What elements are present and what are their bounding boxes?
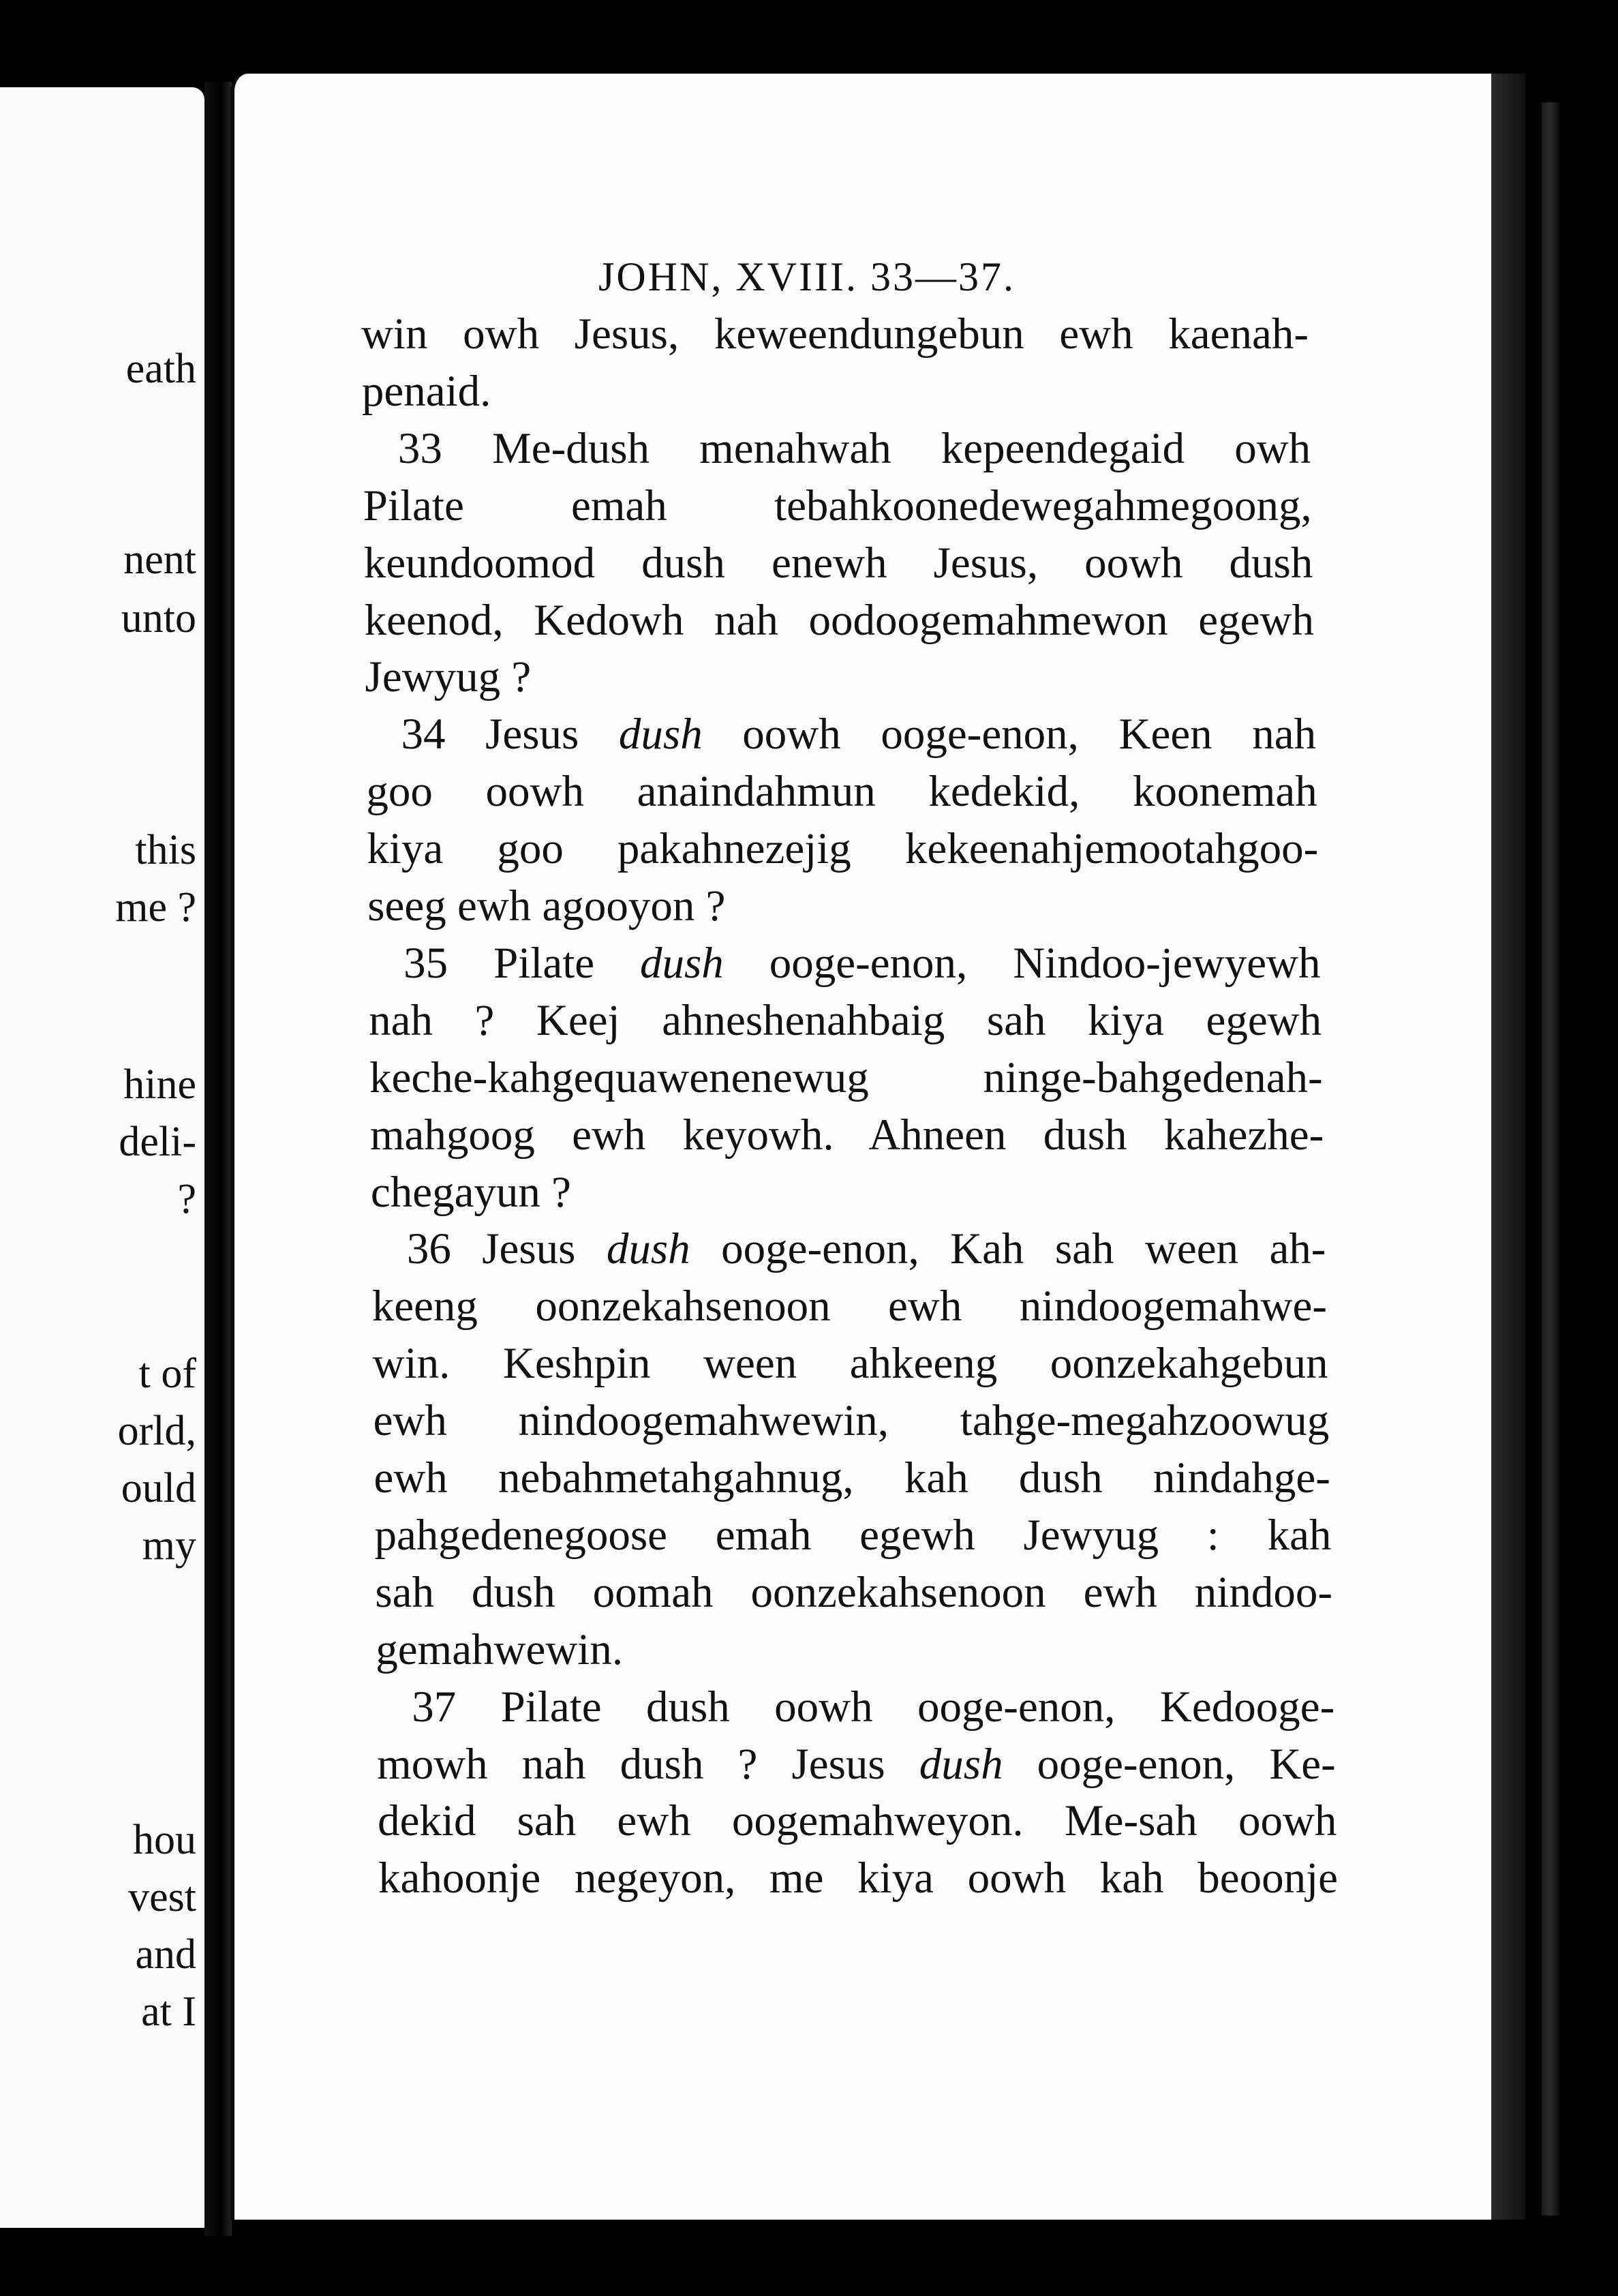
text-line <box>361 366 1310 416</box>
text-line <box>367 881 1319 931</box>
text-line <box>377 1739 1336 1789</box>
text-line <box>372 1339 1328 1389</box>
text-run: kahoonje negeyon, me kiya oowh kah beoonje <box>378 1854 1338 1903</box>
text-line <box>365 652 1315 702</box>
text-run: win. Keshpin ween ahkeeng oonzekahgebun <box>372 1339 1328 1389</box>
text-run: goo oowh anaindahmun kedekid, koonemah <box>366 767 1317 817</box>
italic-run: dush <box>919 1739 1003 1789</box>
text-line <box>373 1396 1330 1446</box>
text-run: penaid. <box>361 366 491 416</box>
text-line <box>363 538 1313 588</box>
italic-run: dush <box>618 710 703 759</box>
text-line <box>369 1053 1323 1102</box>
italic-run: dush <box>606 1224 690 1274</box>
text-line <box>370 1167 1325 1217</box>
text-run: ooge-enon, Kah sah ween ah- <box>690 1224 1326 1274</box>
left-fragment: ould <box>121 1465 196 1511</box>
text-line <box>367 824 1319 874</box>
left-fragment: and <box>135 1931 196 1978</box>
text-line <box>361 309 1309 359</box>
text-line <box>363 481 1312 530</box>
page-edge-stack <box>1542 102 1559 2216</box>
text-line <box>373 1453 1330 1502</box>
text-run: keeng oonzekahsenoon ewh nindoogemahwe- <box>371 1282 1328 1331</box>
text-run: ewh nebahmetahgahnug, kah dush nindahge- <box>373 1453 1330 1502</box>
text-run: mowh nah dush ? Jesus <box>377 1739 919 1789</box>
text-run: 37 Pilate dush oowh ooge-enon, Kedooge- <box>412 1682 1335 1732</box>
text-line <box>403 938 1321 988</box>
italic-run: dush <box>640 938 724 988</box>
text-run: sah dush oomah oonzekahsenoon ewh nindoo- <box>375 1567 1333 1617</box>
left-fragment: eath <box>125 346 196 392</box>
left-fragment: this <box>135 827 196 873</box>
gutter-shadow <box>204 82 232 2236</box>
text-line <box>378 1856 1338 1901</box>
left-fragment: at I <box>141 1989 196 2035</box>
text-line <box>369 1110 1324 1160</box>
text-line <box>378 1796 1337 1846</box>
text-line <box>374 1510 1332 1560</box>
text-line <box>369 995 1322 1045</box>
text-line <box>412 1682 1335 1732</box>
text-run: 34 Jesus <box>401 710 619 759</box>
text-line <box>366 767 1317 817</box>
left-fragment: deli- <box>119 1119 196 1165</box>
text-run: keundoomod dush enewh Jesus, oowh dush <box>363 538 1313 588</box>
text-line <box>375 1567 1333 1617</box>
text-run: 36 Jesus <box>406 1224 607 1274</box>
text-run: dekid sah ewh oogemahweyon. Me-sah oowh <box>378 1796 1337 1846</box>
left-fragment: unto <box>121 595 196 641</box>
running-head: JOHN, XVIII. 33—37. <box>598 254 1016 299</box>
text-run: 35 Pilate <box>403 938 641 988</box>
text-run: mahgoog ewh keyowh. Ahneen dush kahezhe- <box>369 1110 1324 1160</box>
text-run: nah ? Keej ahneshenahbaig sah kiya egewh <box>369 995 1322 1045</box>
text-run: ooge-enon, Ke- <box>1003 1739 1336 1789</box>
left-fragment: hou <box>133 1817 196 1863</box>
text-run: seeg ewh agooyon ? <box>367 881 726 931</box>
text-run: keche-kahgequawenenewug ninge-bahgedenah- <box>369 1053 1323 1102</box>
text-run: 33 Me-dush menahwah kepeendegaid owh <box>397 423 1311 473</box>
left-fragment: vest <box>128 1874 196 1920</box>
left-fragment: t of <box>138 1350 196 1397</box>
text-run: pahgedenegoose emah egewh Jewyug : kah <box>374 1510 1332 1560</box>
text-line <box>401 712 1316 757</box>
text-run: kiya goo pakahnezejig kekeenahjemootahgoo- <box>367 824 1319 874</box>
text-run: oowh ooge-enon, Keen nah <box>702 710 1317 759</box>
left-fragment: orld, <box>117 1408 196 1454</box>
left-fragment: my <box>142 1522 196 1569</box>
left-fragment: hine <box>123 1061 196 1108</box>
page-edge-shadow <box>1491 74 1525 2220</box>
left-fragment: me ? <box>115 884 196 931</box>
text-run: gemahwewin. <box>376 1625 624 1674</box>
text-line <box>397 423 1311 473</box>
left-fragment: ? <box>177 1176 196 1222</box>
text-run: Jewyug ? <box>365 652 532 702</box>
text-run: win owh Jesus, keweendungebun ewh kaenah- <box>361 309 1309 359</box>
text-line <box>376 1625 1333 1674</box>
text-run: chegayun ? <box>370 1167 572 1217</box>
text-run: ewh nindoogemahwewin, tahge-megahzoowug <box>373 1396 1330 1446</box>
text-run: ooge-enon, Nindoo-jewyewh <box>723 938 1321 988</box>
text-line <box>406 1224 1326 1274</box>
text-run: Pilate emah tebahkoonedewegahmegoong, <box>363 481 1312 530</box>
text-line <box>372 1284 1327 1329</box>
text-line <box>364 595 1314 645</box>
left-fragment: nent <box>123 537 196 583</box>
left-facing-page <box>0 87 204 2228</box>
text-run: keenod, Kedowh nah oodoogemahmewon egewh <box>364 595 1314 645</box>
